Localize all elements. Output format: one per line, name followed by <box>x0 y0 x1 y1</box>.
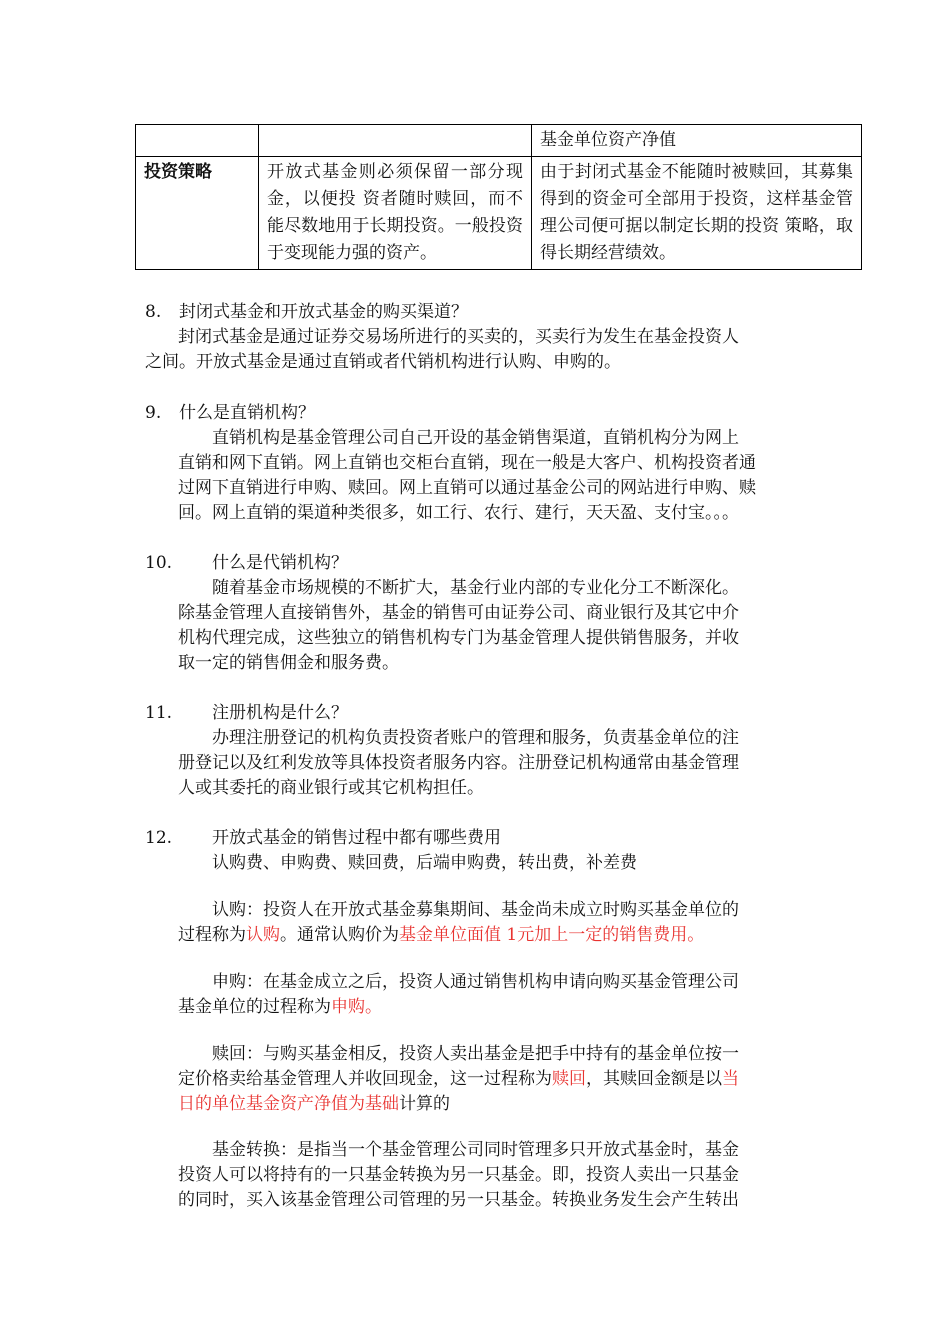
answer-line: 的同时，买入该基金管理公司管理的另一只基金。转换业务发生会产生转出 <box>178 1190 739 1210</box>
table-row <box>136 157 862 270</box>
answer-line: 取一定的销售佣金和服务费。 <box>178 653 399 673</box>
question-title: 注册机构是什么？ <box>212 703 348 723</box>
fees-list <box>178 851 806 876</box>
answer-line: 除基金管理人直接销售外，基金的销售可由证券公司、商业银行及其它中介 <box>178 603 739 623</box>
text-span: 基金单位的过程称为 <box>178 997 331 1017</box>
answer-line: 基金转换：是指当一个基金管理公司同时管理多只开放式基金时，基金 <box>178 1140 739 1160</box>
answer-line: 机构代理完成，这些独立的销售机构专门为基金管理人提供销售服务，并收 <box>178 628 739 648</box>
text-span: 。通常认购价为 <box>280 925 399 945</box>
highlight-term: 认购 <box>246 925 280 945</box>
highlight-term: 日的单位基金资产净值为基础 <box>178 1094 399 1114</box>
highlight-term: 基金单位面值 1元加上一定的销售费用 <box>399 925 688 945</box>
highlight-term: 赎回 <box>552 1069 586 1089</box>
closed-fund-strategy-cell: 由于封闭式基金不能随时被赎回，其募集 得到的资金可全部用于投资，这样基金管理公司便可据以制定长期的投资 策略，取得长期经营绩效。 <box>532 157 862 270</box>
purchase-paragraph <box>178 970 806 1020</box>
answer-line: 赎回：与购买基金相反，投资人卖出基金是把手中持有的基金单位按一 <box>178 1044 739 1064</box>
answer-line <box>178 1067 806 1092</box>
open-fund-strategy-cell: 开放式基金则必须保留一部分现金，以便投 资者随时赎回，而不能尽数地用于长期投资。一般投资于变现能力强的资产。 <box>259 157 532 270</box>
question-11-answer <box>178 726 806 801</box>
question-10-answer <box>178 576 806 676</box>
redemption-paragraph <box>178 1042 806 1117</box>
answer-line: 直销机构是基金管理公司自己开设的基金销售渠道，直销机构分为网上 <box>178 428 739 448</box>
table-cell <box>259 125 532 157</box>
answer-line: 随着基金市场规模的不断扩大，基金行业内部的专业化分工不断深化。 <box>178 578 739 598</box>
answer-line: 申购：在基金成立之后，投资人通过销售机构申请向购买基金管理公司 <box>178 972 739 992</box>
question-title: 开放式基金的销售过程中都有哪些费用 <box>212 828 501 848</box>
answer-line <box>178 923 806 948</box>
question-12-heading <box>145 826 845 851</box>
highlight-term: 申购。 <box>331 997 382 1017</box>
answer-line: 办理注册登记的机构负责投资者账户的管理和服务，负责基金单位的注 <box>212 728 739 748</box>
answer-line: 封闭式基金是通过证券交易场所进行的买卖的，买卖行为发生在基金投资人 <box>178 327 739 347</box>
question-number: 10. <box>145 553 173 573</box>
table-cell: 基金单位资产净值 <box>532 125 862 157</box>
question-number: 11. <box>145 703 173 723</box>
text-span: 定价格卖给基金管理人并收回现金，这一过程称为 <box>178 1069 552 1089</box>
question-number: 8. <box>145 302 162 322</box>
question-8-heading <box>145 300 845 325</box>
subscription-paragraph <box>178 898 806 948</box>
text-span: 。 <box>687 925 705 945</box>
question-11-heading <box>145 701 845 726</box>
question-number: 12. <box>145 828 173 848</box>
switch-paragraph <box>178 1138 806 1213</box>
question-9-heading <box>145 401 845 426</box>
question-10-heading <box>145 551 845 576</box>
question-title: 什么是直销机构？ <box>179 403 315 423</box>
answer-line: 回。网上直销的渠道种类很多，如工行、农行、建行，天天盈、支付宝。。。 <box>178 503 739 523</box>
text-span: 过程称为 <box>178 925 246 945</box>
table-cell <box>136 125 259 157</box>
question-9-answer <box>178 426 806 526</box>
row-header-investment-strategy: 投资策略 <box>136 157 259 270</box>
fees-line: 认购费、申购费、赎回费，后端申购费，转出费，补差费 <box>212 853 637 873</box>
comparison-table <box>135 124 862 270</box>
table-row <box>136 125 862 157</box>
question-title: 什么是代销机构？ <box>212 553 348 573</box>
answer-line: 过网下直销进行申购、赎回。网上直销可以通过基金公司的网站进行申购、赎 <box>178 478 756 498</box>
answer-line: 投资人可以将持有的一只基金转换为另一只基金。即，投资人卖出一只基金 <box>178 1165 739 1185</box>
answer-line: 人或其委托的商业银行或其它机构担任。 <box>178 778 484 798</box>
answer-line: 册登记以及红利发放等具体投资者服务内容。注册登记机构通常由基金管理 <box>178 753 739 773</box>
highlight-term: 当 <box>722 1069 739 1089</box>
text-span: 计算的 <box>399 1094 450 1114</box>
answer-line: 认购：投资人在开放式基金募集期间、基金尚未成立时购买基金单位的 <box>178 900 739 920</box>
text-span: ，其赎回金额是以 <box>586 1069 722 1089</box>
question-title: 封闭式基金和开放式基金的购买渠道？ <box>179 302 468 322</box>
question-number: 9. <box>145 403 162 423</box>
answer-line: 之间。开放式基金是通过直销或者代销机构进行认购、申购的。 <box>145 352 621 372</box>
question-8-answer <box>145 325 806 375</box>
answer-line <box>178 995 806 1020</box>
answer-line <box>178 1092 806 1117</box>
answer-line: 直销和网下直销。网上直销也交柜台直销，现在一般是大客户、机构投资者通 <box>178 453 756 473</box>
